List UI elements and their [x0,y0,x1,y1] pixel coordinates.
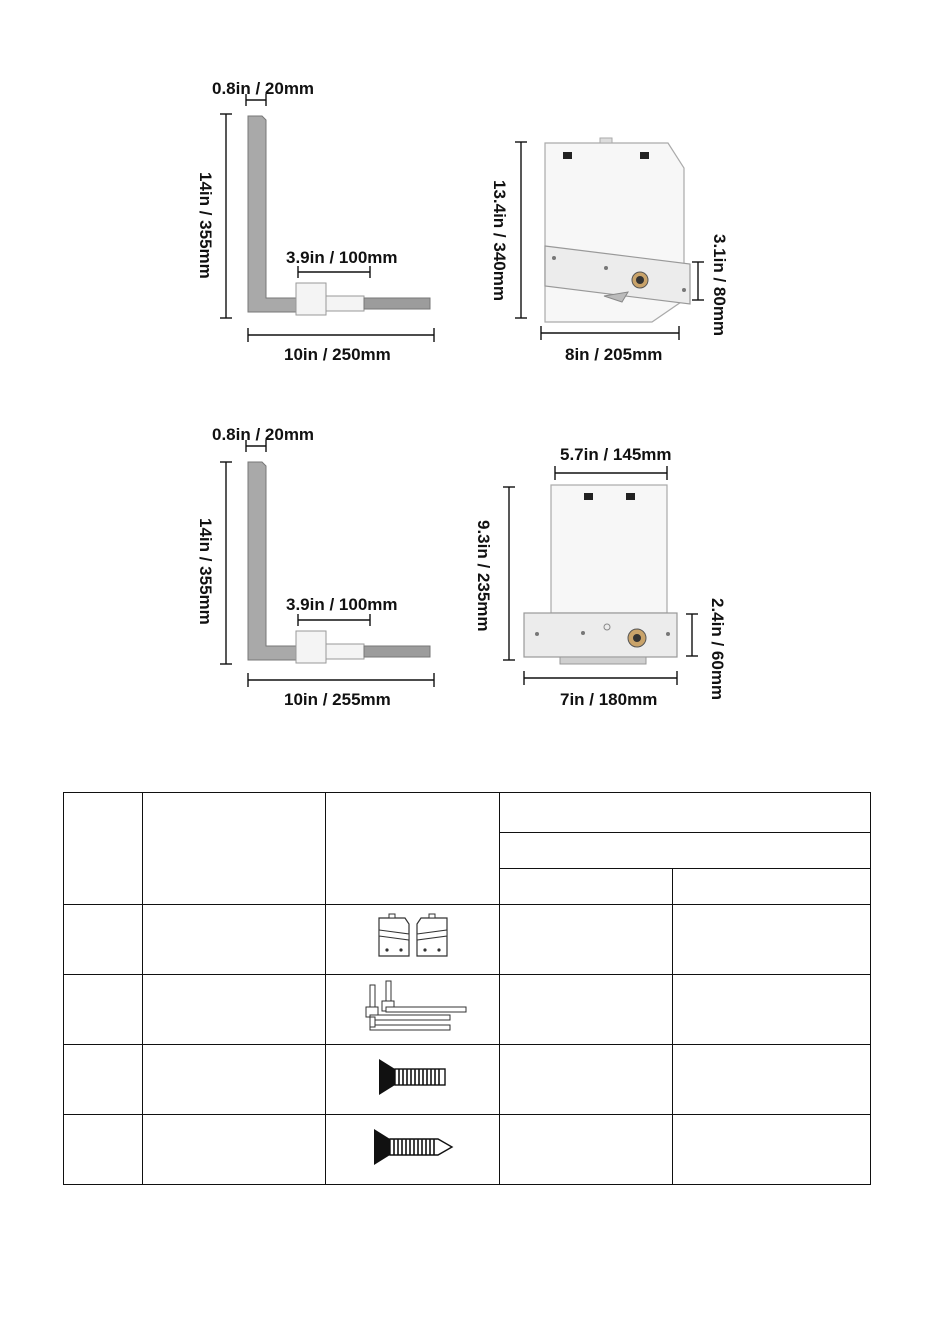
table-row [64,975,871,1045]
cell-qty-b [673,1115,871,1185]
cell-name [143,975,326,1045]
cell-picture [326,905,500,975]
bottom-rod-height-label: 14in / 355mm [196,518,215,625]
cell-picture [326,1045,500,1115]
bottom-rod-offset-label: 3.9in / 100mm [286,595,398,614]
top-rod-offset-label: 3.9in / 100mm [286,248,398,267]
bottom-hinge-plate [524,485,677,664]
cell-qty-a [500,1115,673,1185]
top-plate-height-label: 13.4in / 340mm [490,180,509,301]
cell-qty-b [673,975,871,1045]
top-rod-height-label: 14in / 355mm [196,172,215,279]
cell-qty-a [500,905,673,975]
cell-picture [326,1115,500,1185]
table-row [64,905,871,975]
top-plate-width-label: 8in / 205mm [565,345,663,364]
header-row-1 [64,793,871,833]
bottom-plate-top-width-label: 5.7in / 145mm [560,445,672,464]
cell-no [64,1045,143,1115]
cell-qty-b [673,905,871,975]
header-cell-model-b [673,869,871,905]
cell-picture [326,975,500,1045]
header-cell-name [143,793,326,905]
parts-table [63,792,871,1185]
cell-name [143,1115,326,1185]
header-cell-model [500,833,871,869]
cell-qty-a [500,975,673,1045]
cell-no [64,975,143,1045]
top-rod-length-label: 10in / 250mm [284,345,391,364]
bottom-rod-width-label: 0.8in / 20mm [212,425,315,444]
header-cell-no [64,793,143,905]
cell-qty-a [500,1045,673,1115]
top-hinge-plate [545,138,690,322]
header-cell-picture [326,793,500,905]
table-row [64,1115,871,1185]
table-row [64,1045,871,1115]
cell-name [143,905,326,975]
bottom-plate-height-label: 9.3in / 235mm [474,520,493,632]
bottom-l-rod [248,462,430,663]
bottom-plate-width-label: 7in / 180mm [560,690,658,709]
cell-no [64,1115,143,1185]
self-tapping-screw-icon [370,1127,456,1167]
cell-no [64,905,143,975]
flat-head-bolt-icon [375,1057,451,1097]
cell-name [143,1045,326,1115]
bottom-plate-bracket-label: 2.4in / 60mm [708,598,727,701]
bottom-rod-length-label: 10in / 255mm [284,690,391,709]
top-l-rod [248,116,430,315]
header-cell-quantity [500,793,871,833]
top-plate-bracket-label: 3.1in / 80mm [710,234,729,337]
l-rod-pair-icon [358,979,468,1035]
cell-qty-b [673,1045,871,1115]
top-rod-width-label: 0.8in / 20mm [212,79,315,98]
header-cell-model-a [500,869,673,905]
hinge-plate-pair-icon [375,912,451,962]
